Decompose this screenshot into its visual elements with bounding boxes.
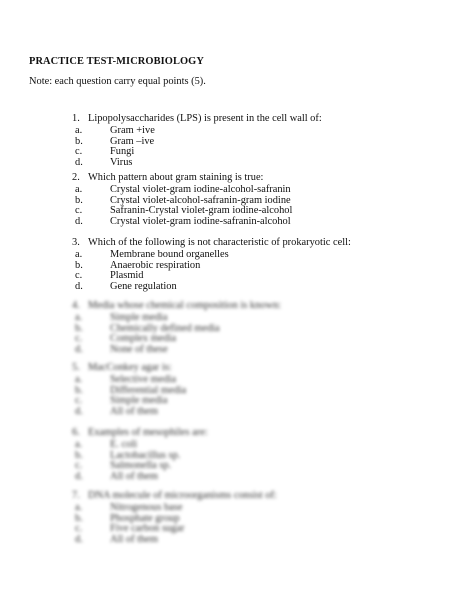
option-text: Selective media: [110, 374, 177, 385]
option-c: [0, 270, 474, 281]
option-a: [0, 374, 474, 385]
option-text: E. coli: [110, 439, 138, 450]
question-number: 1.: [72, 113, 80, 124]
question-text: MacConkey agar is:: [88, 362, 172, 373]
option-letter: a.: [75, 374, 83, 385]
question-1: [0, 113, 474, 167]
question-7: [0, 490, 474, 544]
option-d: [0, 406, 474, 417]
option-d: [0, 344, 474, 355]
option-text: Differential media: [110, 384, 187, 396]
option-d: [0, 216, 474, 227]
question-2: [0, 172, 474, 226]
option-letter: d.: [75, 405, 83, 417]
option-letter: c.: [75, 523, 83, 534]
option-text: Gene regulation: [110, 280, 177, 292]
option-b: [0, 260, 474, 271]
option-letter: b.: [75, 194, 83, 206]
option-c: [0, 395, 474, 406]
question-6: [0, 427, 474, 481]
option-letter: d.: [75, 280, 83, 292]
question-text: Which of the following is not characteristic of prokaryotic cell:: [88, 237, 351, 248]
option-text: All of them: [110, 405, 158, 417]
question-4: [0, 300, 474, 354]
option-d: [0, 281, 474, 292]
option-letter: c.: [75, 270, 83, 281]
document-title: PRACTICE TEST-MICROBIOLOGY: [29, 56, 204, 67]
option-b: [0, 513, 474, 524]
option-c: [0, 333, 474, 344]
option-d: [0, 534, 474, 545]
option-letter: c.: [75, 205, 83, 216]
option-text: Fungi: [110, 146, 135, 157]
question-text: Examples of mesophiles are:: [88, 427, 208, 438]
option-text: Virus: [110, 156, 133, 168]
option-letter: b.: [75, 259, 83, 271]
option-letter: d.: [75, 470, 83, 482]
option-letter: b.: [75, 135, 83, 147]
option-letter: d.: [75, 343, 83, 355]
option-a: [0, 312, 474, 323]
option-letter: b.: [75, 322, 83, 334]
option-letter: b.: [75, 384, 83, 396]
option-letter: a.: [75, 312, 83, 323]
option-text: Five carbon sugar: [110, 523, 185, 534]
option-c: [0, 460, 474, 471]
option-letter: d.: [75, 156, 83, 168]
option-b: [0, 195, 474, 206]
option-a: [0, 184, 474, 195]
option-text: Complex media: [110, 333, 177, 344]
option-text: Simple media: [110, 312, 168, 323]
option-letter: d.: [75, 215, 83, 227]
option-b: [0, 385, 474, 396]
question-text: DNA molecule of microorganisms consist of:: [88, 490, 277, 501]
option-a: [0, 439, 474, 450]
option-b: [0, 323, 474, 334]
option-letter: c.: [75, 333, 83, 344]
option-text: Membrane bound organelles: [110, 249, 229, 260]
option-text: Phosphate group: [110, 512, 180, 524]
option-c: [0, 523, 474, 534]
question-number: 2.: [72, 172, 80, 183]
option-letter: a.: [75, 184, 83, 195]
question-text: Which pattern about gram staining is true:: [88, 172, 264, 183]
option-c: [0, 205, 474, 216]
option-text: Lactobacillus sp.: [110, 449, 181, 461]
option-letter: a.: [75, 439, 83, 450]
option-text: Safranin-Crystal violet-gram iodine-alcohol: [110, 205, 293, 216]
option-b: [0, 450, 474, 461]
option-a: [0, 502, 474, 513]
option-text: Salmonella sp.: [110, 460, 172, 471]
option-text: None of these: [110, 343, 168, 355]
option-text: Crystal violet-gram iodine-alcohol-safranin: [110, 184, 291, 195]
option-letter: c.: [75, 460, 83, 471]
question-number: 6.: [72, 427, 80, 438]
question-3: [0, 237, 474, 291]
option-text: Plasmid: [110, 270, 144, 281]
option-b: [0, 136, 474, 147]
option-letter: c.: [75, 146, 83, 157]
option-letter: a.: [75, 502, 83, 513]
option-text: Anaerobic respiration: [110, 259, 201, 271]
option-text: Nitrogenous base: [110, 502, 183, 513]
option-letter: b.: [75, 449, 83, 461]
option-text: All of them: [110, 533, 158, 545]
question-number: 4.: [72, 300, 80, 311]
option-d: [0, 471, 474, 482]
option-a: [0, 125, 474, 136]
option-text: Crystal violet-gram iodine-safranin-alcohol: [110, 215, 291, 227]
option-text: Simple media: [110, 395, 168, 406]
option-d: [0, 157, 474, 168]
option-letter: a.: [75, 249, 83, 260]
question-5: [0, 362, 474, 416]
option-letter: c.: [75, 395, 83, 406]
question-number: 3.: [72, 237, 80, 248]
option-a: [0, 249, 474, 260]
question-number: 7.: [72, 490, 80, 501]
option-letter: d.: [75, 533, 83, 545]
option-text: Gram –ive: [110, 135, 155, 147]
option-letter: b.: [75, 512, 83, 524]
option-text: Gram +ive: [110, 125, 155, 136]
question-text: Media whose chemical composition is known:: [88, 300, 282, 311]
question-number: 5.: [72, 362, 80, 373]
question-text: Lipopolysaccharides (LPS) is present in the cell wall of:: [88, 113, 322, 124]
option-text: All of them: [110, 470, 158, 482]
document-note: Note: each question carry equal points (5).: [29, 76, 206, 87]
option-text: Crystal violet-alcohol-safranin-gram iodine: [110, 194, 291, 206]
option-letter: a.: [75, 125, 83, 136]
option-c: [0, 146, 474, 157]
option-text: Chemically defined media: [110, 322, 220, 334]
